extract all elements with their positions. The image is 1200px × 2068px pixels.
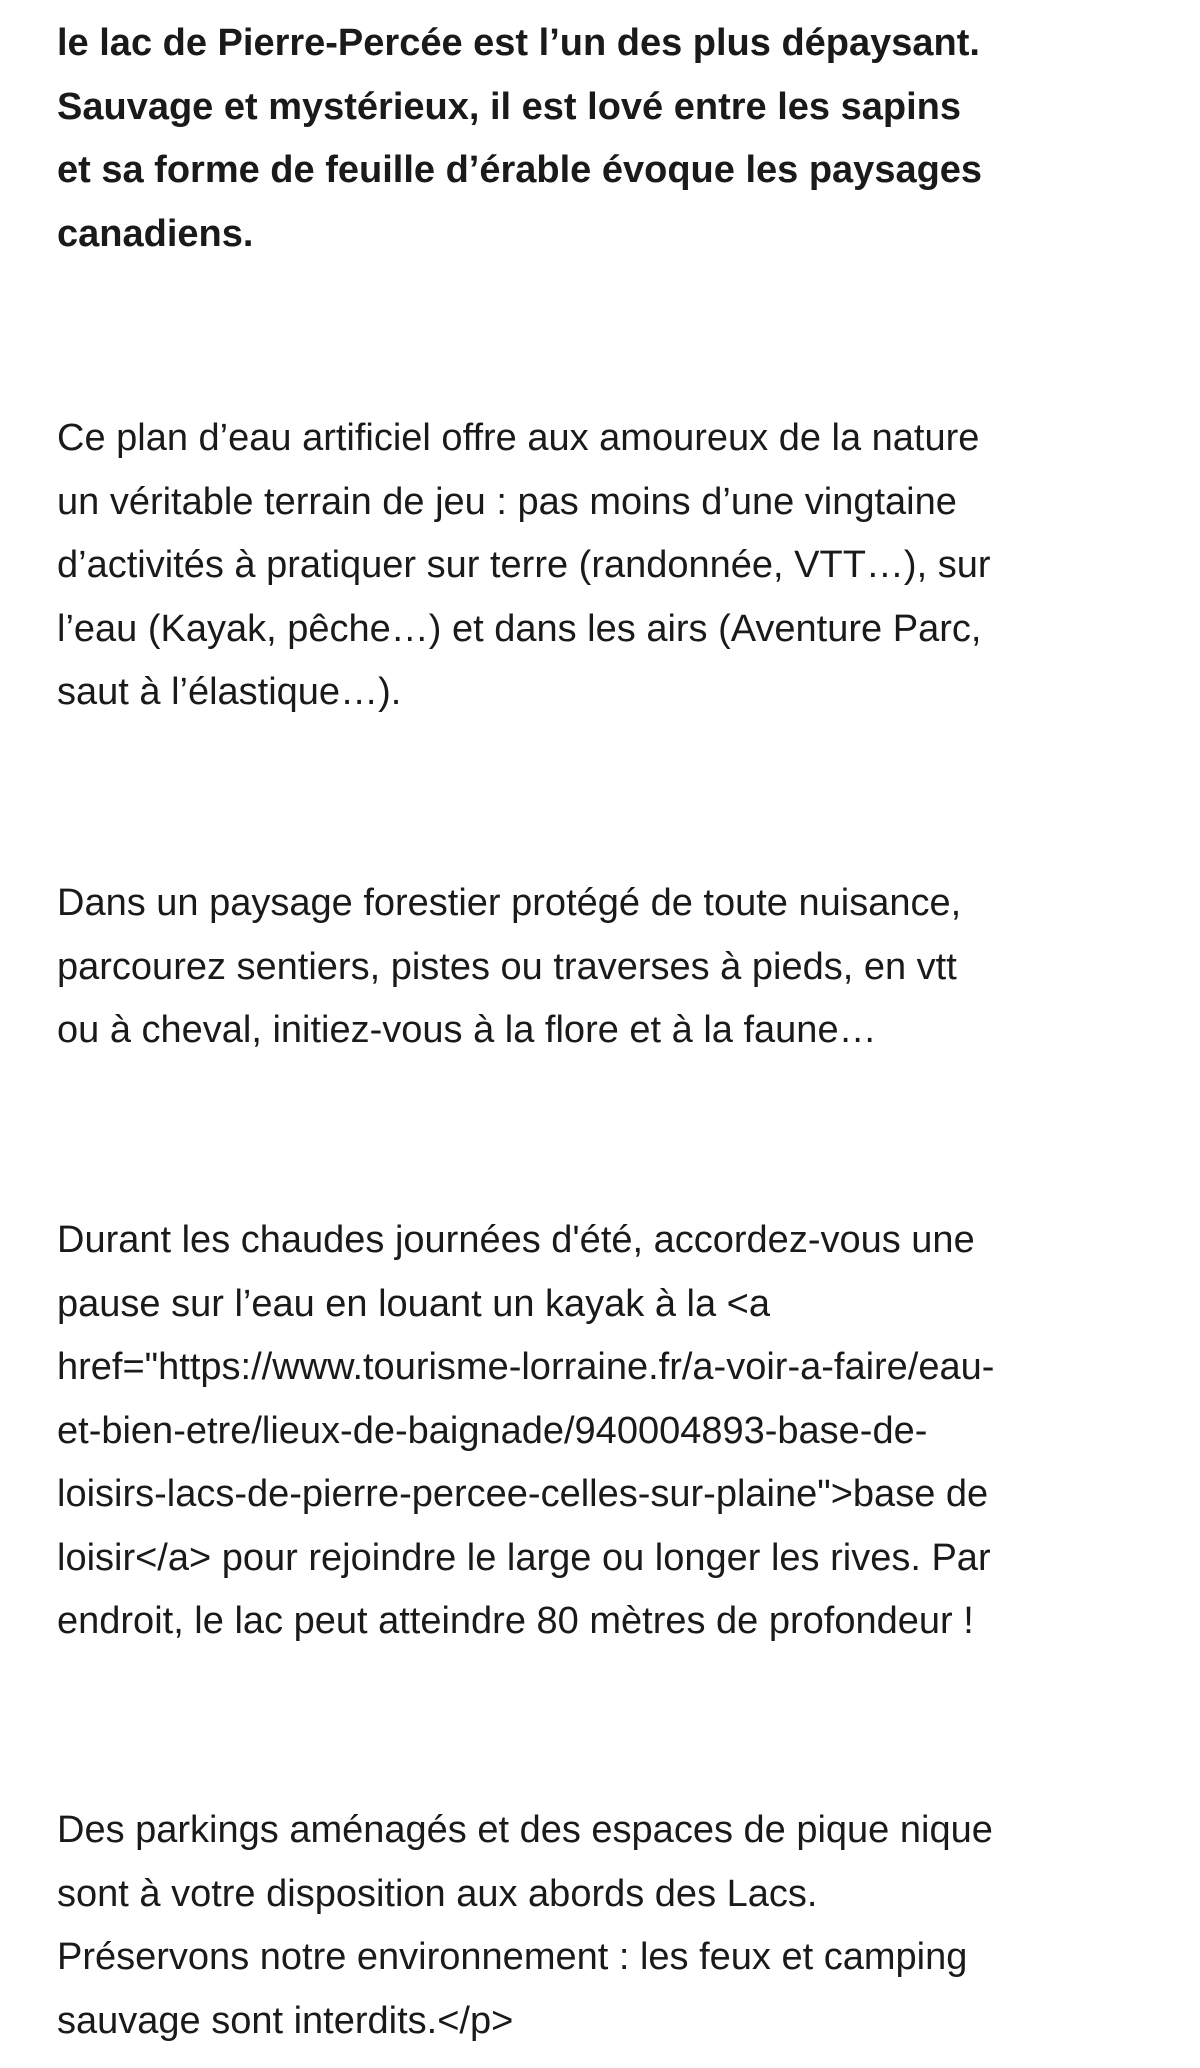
paragraph-line: loisir</a> pour rejoindre le large ou longer les rives. Par <box>57 1536 991 1579</box>
paragraph-activities <box>57 407 1167 725</box>
paragraph-kayak <box>57 1209 1167 1654</box>
paragraph-line: pause sur l’eau en louant un kayak à la <a <box>57 1282 771 1325</box>
lead-line: le lac de Pierre-Percée est l’un des plus dépaysant. <box>57 22 980 64</box>
paragraph-line: l’eau (Kayak, pêche…) et dans les airs (Aventure Parc, <box>57 607 982 650</box>
paragraph-line: et-bien-etre/lieux-de-baignade/940004893-base-de- <box>57 1409 928 1452</box>
paragraph-line: href="https://www.tourisme-lorraine.fr/a-voir-a-faire/eau- <box>57 1346 995 1388</box>
paragraph-line: Durant les chaudes journées d'été, accordez-vous une <box>57 1219 975 1261</box>
paragraph-line: sauvage sont interdits.</p> <box>57 1999 514 2042</box>
paragraph-line: Des parkings aménagés et des espaces de pique nique <box>57 1809 993 1851</box>
lead-line: Sauvage et mystérieux, il est lové entre les sapins <box>57 85 961 128</box>
paragraph-line: d’activités à pratiquer sur terre (randonnée, VTT…), sur <box>57 544 991 586</box>
lead-line: et sa forme de feuille d’érable évoque les paysages <box>57 149 983 191</box>
paragraph-line: Préservons notre environnement : les feux et camping <box>57 1936 968 1978</box>
paragraph-forest <box>57 872 1167 1063</box>
paragraph-line: endroit, le lac peut atteindre 80 mètres de profondeur ! <box>57 1600 974 1642</box>
article-lead <box>57 12 1167 266</box>
paragraph-line: sont à votre disposition aux abords des Lacs. <box>57 1872 818 1915</box>
paragraph-line: saut à l’élastique…). <box>57 671 402 713</box>
paragraph-line: Ce plan d’eau artificiel offre aux amoureux de la nature <box>57 417 980 459</box>
paragraph-parking <box>57 1799 1167 2053</box>
paragraph-line: parcourez sentiers, pistes ou traverses à pieds, en vtt <box>57 945 957 988</box>
lead-line: canadiens. <box>57 212 254 255</box>
paragraph-line: un véritable terrain de jeu : pas moins d’une vingtaine <box>57 480 957 523</box>
paragraph-line: Dans un paysage forestier protégé de toute nuisance, <box>57 882 962 924</box>
paragraph-line: loisirs-lacs-de-pierre-percee-celles-sur-plaine">base de <box>57 1473 989 1515</box>
paragraph-line: ou à cheval, initiez-vous à la flore et à la faune… <box>57 1009 877 1051</box>
